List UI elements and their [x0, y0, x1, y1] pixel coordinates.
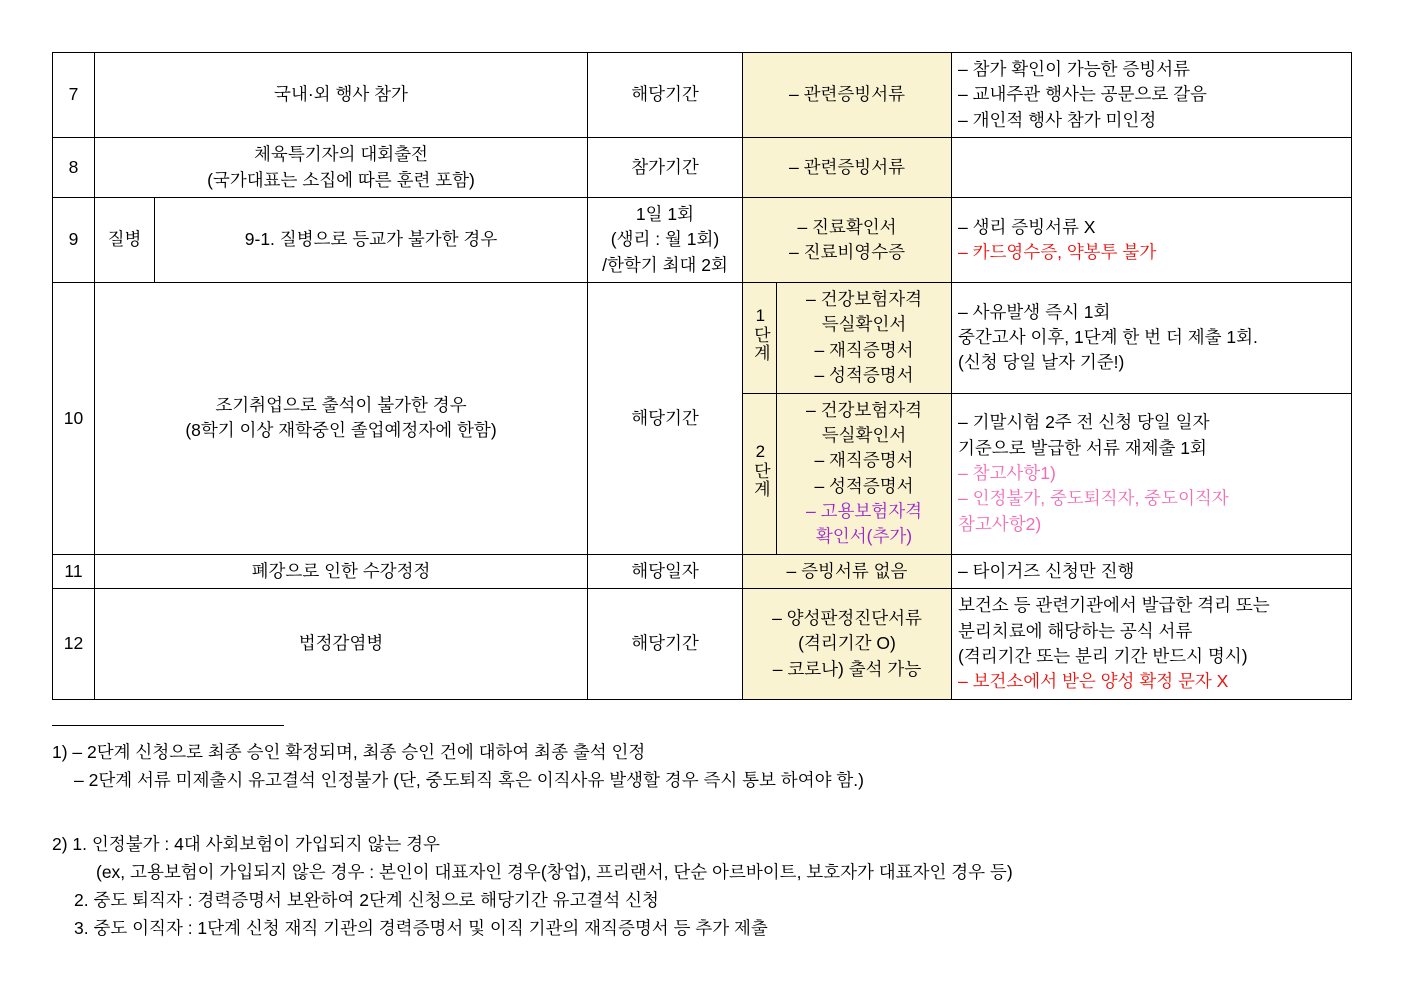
footnote-gap — [52, 808, 1352, 830]
document-line: 확인서(추가) — [815, 526, 913, 547]
note-line: 보건소 등 관련기관에서 발급한 격리 또는 — [958, 595, 1270, 616]
document-line: – 재직증명서 — [814, 450, 914, 471]
row-title — [95, 138, 588, 198]
document-line: (격리기간 O) — [798, 633, 896, 654]
row-documents: – 관련증빙서류 — [743, 138, 952, 198]
stage-documents-2 — [777, 393, 952, 554]
note-line: – 개인적 행사 참가 미인정 — [958, 109, 1157, 130]
row-notes — [952, 554, 1352, 588]
row-title: 법정감염병 — [95, 589, 588, 700]
note-line: – 생리 증빙서류 X — [958, 216, 1096, 237]
row-period: 해당기간 — [588, 589, 743, 700]
row-title: 폐강으로 인한 수강정정 — [95, 554, 588, 588]
table-row — [53, 589, 1352, 700]
row-notes — [952, 197, 1352, 282]
row-title-line: 체육특기자의 대회출전 — [254, 144, 428, 165]
note-line: – 인정불가, 중도퇴직자, 중도이직자 — [958, 488, 1229, 509]
row-number: 11 — [53, 554, 95, 588]
document-line: – 성적증명서 — [814, 475, 914, 496]
row-number: 7 — [53, 53, 95, 138]
document-line: – 건강보험자격 — [805, 289, 923, 309]
period-line: (생리 : 월 1회) — [610, 229, 720, 250]
note-line: – 참고사항1) — [958, 462, 1056, 483]
note-line: (신청 당일 날자 기준!) — [958, 352, 1125, 373]
footnote-divider — [52, 725, 284, 726]
row-title-line: (8학기 이상 재학중인 졸업예정자에 한함) — [185, 420, 497, 441]
note-line: – 교내주관 행사는 공문으로 갈음 — [958, 84, 1207, 105]
row-period: 해당기간 — [588, 53, 743, 138]
document-line: – 고용보험자격 — [805, 501, 923, 521]
stage-label-1 — [743, 283, 777, 394]
attendance-exception-table — [52, 52, 1352, 700]
note-line: 기준으로 발급한 서류 재제출 1회 — [958, 437, 1207, 458]
document-line: 득실확인서 — [821, 314, 907, 335]
period-line: /한학기 최대 2회 — [602, 254, 728, 275]
note-line: – 보건소에서 받은 양성 확정 문자 X — [958, 671, 1229, 692]
footnotes — [52, 725, 1352, 956]
stage-label-text: 1단계 — [750, 306, 770, 363]
note-line: – 카드영수증, 약봉투 불가 — [958, 241, 1157, 262]
row-category: 질병 — [95, 197, 155, 282]
footnote-line: (ex, 고용보험이 가입되지 않은 경우 : 본인이 대표자인 경우(창업), 프리랜서, 단순 아르바이트, 보호자가 대표자인 경우 등) — [96, 862, 1013, 882]
row-title: 국내·외 행사 참가 — [95, 53, 588, 138]
document-line: – 진료확인서 — [797, 216, 897, 237]
document-line: 득실확인서 — [821, 424, 907, 445]
row-period: 해당기간 — [588, 283, 743, 555]
row-documents: – 관련증빙서류 — [743, 53, 952, 138]
stage-label-text: 2단계 — [750, 441, 770, 498]
footnote-line: – 2단계 서류 미제출시 유고결석 인정불가 (단, 중도퇴직 혹은 이직사유 발생할 경우 즉시 통보 하여야 함.) — [74, 770, 864, 790]
document-line: – 재직증명서 — [814, 339, 914, 360]
document-line: – 건강보험자격 — [805, 399, 923, 420]
row-title-line: 조기취업으로 출석이 불가한 경우 — [215, 395, 467, 415]
row-number: 10 — [53, 283, 95, 555]
row-period: 해당일자 — [588, 554, 743, 588]
stage-notes-1 — [952, 283, 1352, 394]
row-notes — [952, 138, 1352, 198]
note-line: – 참가 확인이 가능한 증빙서류 — [958, 59, 1191, 79]
note-line: (격리기간 또는 분리 기간 반드시 명시) — [958, 645, 1248, 666]
footnote-line: 1) – 2단계 신청으로 최종 승인 확정되며, 최종 승인 건에 대하여 최종 출석 인정 — [52, 742, 646, 762]
row-documents — [743, 197, 952, 282]
note-line: – 사유발생 즉시 1회 — [958, 301, 1111, 322]
row-documents: – 증빙서류 없음 — [743, 554, 952, 588]
row-title-line: (국가대표는 소집에 따른 훈련 포함) — [207, 169, 475, 190]
document-line: – 코로나) 출석 가능 — [772, 658, 922, 679]
note-line: 분리치료에 해당하는 공식 서류 — [958, 620, 1193, 641]
row-period: 참가기간 — [588, 138, 743, 198]
footnote-2 — [52, 830, 1352, 942]
document-line: – 성적증명서 — [814, 365, 914, 386]
note-line: – 타이거즈 신청만 진행 — [958, 560, 1135, 581]
note-line: – 기말시험 2주 전 신청 당일 일자 — [958, 412, 1210, 433]
period-line: 1일 1회 — [635, 203, 695, 224]
footnote-line: 3. 중도 이직자 : 1단계 신청 재직 기관의 경력증명서 및 이직 기관의 재직증명서 등 추가 제출 — [74, 918, 768, 938]
table-row — [53, 53, 1352, 138]
table-row — [53, 283, 1352, 394]
row-notes — [952, 53, 1352, 138]
table-row — [53, 554, 1352, 588]
stage-notes-2 — [952, 393, 1352, 554]
stage-label-2 — [743, 393, 777, 554]
row-title — [95, 283, 588, 555]
row-number: 8 — [53, 138, 95, 198]
row-title: 9-1. 질병으로 등교가 불가한 경우 — [155, 197, 588, 282]
row-period — [588, 197, 743, 282]
row-number: 9 — [53, 197, 95, 282]
row-notes — [952, 589, 1352, 700]
stage-documents-1 — [777, 283, 952, 394]
footnote-1 — [52, 738, 1352, 794]
footnote-line: 2) 1. 인정불가 : 4대 사회보험이 가입되지 않는 경우 — [52, 834, 440, 854]
row-documents — [743, 589, 952, 700]
document-line: – 진료비영수증 — [788, 241, 906, 262]
document-line: – 양성판정진단서류 — [772, 607, 922, 628]
table-row — [53, 197, 1352, 282]
row-number: 12 — [53, 589, 95, 700]
note-line: 참고사항2) — [958, 513, 1042, 534]
footnote-line: 2. 중도 퇴직자 : 경력증명서 보완하여 2단계 신청으로 해당기간 유고결석 신청 — [74, 890, 659, 910]
note-line: 중간고사 이후, 1단계 한 번 더 제출 1회. — [958, 327, 1258, 348]
table-row — [53, 138, 1352, 198]
